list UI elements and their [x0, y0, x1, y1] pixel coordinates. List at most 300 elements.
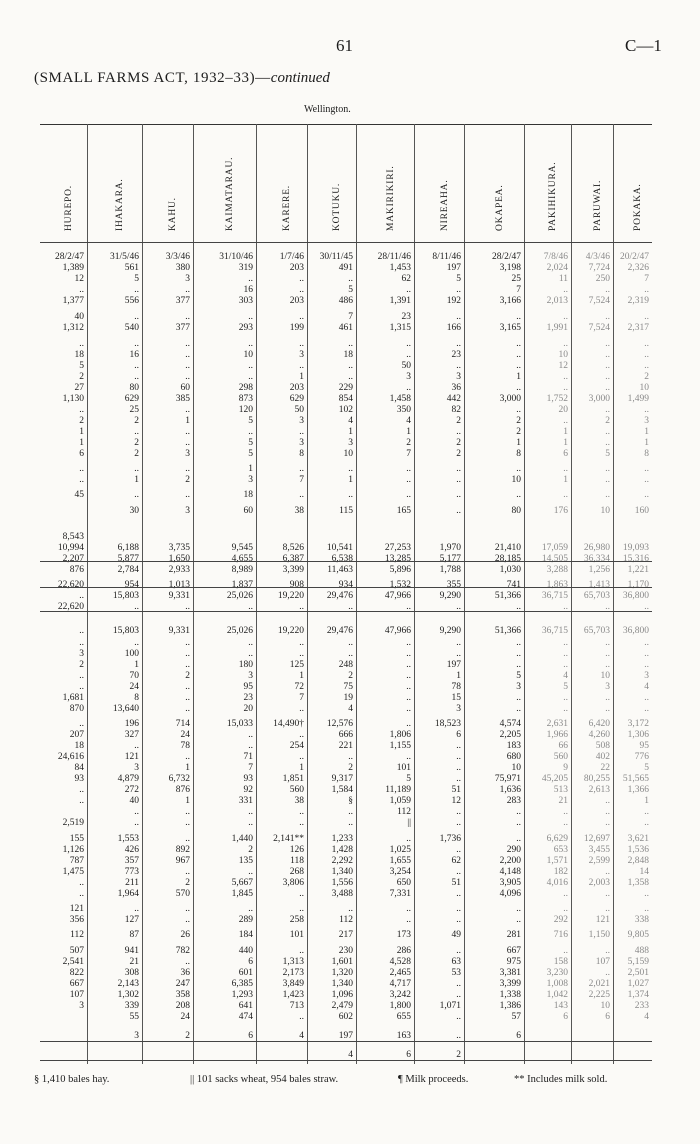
table-cell: 1,440	[231, 834, 253, 844]
table-cell: ..	[563, 818, 568, 828]
table-cell: ..	[456, 752, 461, 762]
table-cell: 2,141**	[273, 834, 304, 844]
table-cell: ..	[185, 372, 190, 382]
table-cell: 268	[289, 867, 304, 877]
table-cell: 233	[634, 1001, 649, 1011]
table-cell: 3/3/46	[165, 252, 190, 262]
table-cell: 51	[451, 785, 461, 795]
table-cell: 10	[600, 671, 610, 681]
table-cell: ..	[563, 285, 568, 295]
table-cell: ..	[406, 350, 411, 360]
table-cell: 782	[175, 946, 190, 956]
table-cell: 51,366	[494, 591, 521, 601]
table-cell: 2,541	[62, 957, 84, 967]
table-cell: 1,423	[282, 990, 304, 1000]
table-cell: 488	[634, 946, 649, 956]
table-cell: 3,806	[282, 878, 304, 888]
table-cell: ..	[516, 464, 521, 474]
column-header-label: PAKIHIKURA.	[548, 161, 558, 231]
table-cell: 230	[338, 946, 353, 956]
table-cell: 80	[129, 383, 139, 393]
table-cell: 9,805	[627, 930, 649, 940]
table-cell: 36,715	[541, 626, 568, 636]
table-cell: ..	[516, 660, 521, 670]
table-cell: 1,302	[117, 990, 139, 1000]
table-cell: 908	[289, 580, 304, 590]
table-cell: 2	[516, 416, 521, 426]
table-cell: 3	[644, 671, 649, 681]
table-cell: 2,479	[331, 1001, 353, 1011]
table-cell: 5	[79, 361, 84, 371]
table-cell: 15	[451, 693, 461, 703]
table-cell: 1,800	[389, 1001, 411, 1011]
table-rule	[40, 611, 652, 612]
table-cell: 641	[238, 1001, 253, 1011]
column-header	[572, 130, 613, 240]
table-cell: 975	[506, 957, 521, 967]
table-cell: 822	[69, 968, 84, 978]
table-cell: ..	[134, 312, 139, 322]
table-cell: 165	[396, 506, 411, 516]
table-cell: 2,317	[627, 323, 649, 333]
table-cell: 1,752	[546, 394, 568, 404]
table-cell: 197	[338, 1031, 353, 1041]
table-cell: 6	[605, 1012, 610, 1022]
table-cell: 27	[74, 383, 84, 393]
table-cell: ..	[456, 979, 461, 989]
table-cell: 3	[299, 350, 304, 360]
table-cell: 221	[338, 741, 353, 751]
table-cell: ..	[406, 490, 411, 500]
table-cell: 1,851	[282, 774, 304, 784]
table-cell: 3,254	[389, 867, 411, 877]
table-cell: ..	[348, 638, 353, 648]
table-cell: 19,220	[277, 591, 304, 601]
table-cell: 19,093	[622, 543, 649, 553]
table-cell: ..	[248, 274, 253, 284]
farm-statistics-table	[40, 124, 652, 1064]
table-cell: 2,200	[499, 856, 521, 866]
table-cell: ..	[605, 350, 610, 360]
table-cell: 6	[406, 1050, 411, 1060]
table-cell: ..	[79, 878, 84, 888]
table-cell: ..	[605, 946, 610, 956]
table-cell: 1	[406, 427, 411, 437]
table-cell: 934	[338, 580, 353, 590]
column-kahu	[143, 124, 194, 1064]
table-cell: 7,331	[389, 889, 411, 899]
table-cell: 51,565	[622, 774, 649, 784]
table-cell: ..	[605, 807, 610, 817]
column-okapea	[465, 124, 525, 1064]
table-cell: 327	[124, 730, 139, 740]
column-cells	[143, 252, 193, 1064]
table-cell: §	[348, 796, 353, 806]
table-cell: 1,636	[499, 785, 521, 795]
table-cell: 9,317	[331, 774, 353, 784]
table-cell: 1	[299, 671, 304, 681]
table-cell: ..	[248, 807, 253, 817]
table-cell: 873	[238, 394, 253, 404]
table-cell: ..	[563, 904, 568, 914]
table-cell: ..	[644, 361, 649, 371]
table-cell: 491	[338, 263, 353, 273]
table-cell: 667	[69, 979, 84, 989]
column-header	[143, 130, 193, 240]
table-cell: ..	[79, 475, 84, 485]
table-cell: 787	[69, 856, 84, 866]
table-cell: ..	[605, 464, 610, 474]
table-cell: ..	[185, 361, 190, 371]
table-cell: ..	[605, 660, 610, 670]
table-cell: 6	[516, 1031, 521, 1041]
page-heading	[34, 70, 330, 87]
table-cell: 629	[289, 394, 304, 404]
table-cell: 60	[180, 383, 190, 393]
column-header	[88, 130, 142, 240]
table-cell: 272	[124, 785, 139, 795]
table-cell: 127	[124, 915, 139, 925]
table-cell: 10	[639, 383, 649, 393]
table-cell: 196	[124, 719, 139, 729]
table-cell: 3	[79, 1001, 84, 1011]
table-cell: 1	[248, 464, 253, 474]
table-cell: 2,319	[627, 296, 649, 306]
table-cell: 1,655	[389, 856, 411, 866]
table-cell: 5	[516, 671, 521, 681]
table-cell: ..	[185, 915, 190, 925]
table-cell: 1,571	[546, 856, 568, 866]
table-cell: 2,631	[546, 719, 568, 729]
table-cell: ..	[605, 361, 610, 371]
table-cell: 6	[456, 730, 461, 740]
table-cell: 80,255	[583, 774, 610, 784]
table-cell: ..	[605, 704, 610, 714]
table-cell: 62	[451, 856, 461, 866]
column-header-label: IHAKARA.	[115, 178, 125, 231]
table-cell: ..	[79, 682, 84, 692]
table-cell: 75	[343, 682, 353, 692]
table-cell: 211	[125, 878, 139, 888]
table-cell: 1,475	[62, 867, 84, 877]
table-cell: 3	[516, 682, 521, 692]
table-cell: 16	[129, 350, 139, 360]
table-cell: ..	[79, 889, 84, 899]
table-cell: ..	[134, 464, 139, 474]
table-cell: 1,374	[627, 990, 649, 1000]
table-cell: 4,879	[117, 774, 139, 784]
table-cell: 1,340	[331, 867, 353, 877]
table-cell: 21	[129, 957, 139, 967]
column-cells	[572, 252, 613, 1064]
table-cell: ..	[134, 638, 139, 648]
table-cell: 4,574	[499, 719, 521, 729]
table-cell: ..	[79, 405, 84, 415]
table-cell: 290	[506, 845, 521, 855]
table-cell: 38	[294, 796, 304, 806]
table-cell: ..	[456, 990, 461, 1000]
table-cell: ..	[516, 602, 521, 612]
table-cell: 3,000	[499, 394, 521, 404]
table-cell: 4	[348, 1050, 353, 1060]
table-cell: 8,543	[62, 532, 84, 542]
table-cell: 102	[338, 405, 353, 415]
table-cell: ..	[563, 660, 568, 670]
table-cell: ..	[563, 649, 568, 659]
table-cell: ..	[299, 638, 304, 648]
table-cell: 3	[185, 274, 190, 284]
table-cell: 51	[451, 878, 461, 888]
table-cell: ..	[605, 638, 610, 648]
table-cell: 714	[175, 719, 190, 729]
table-cell: ..	[406, 285, 411, 295]
footnote-hay: § 1,410 bales hay.	[34, 1074, 110, 1085]
table-cell: 197	[446, 660, 461, 670]
table-cell: 461	[338, 323, 353, 333]
table-cell: 941	[124, 946, 139, 956]
table-cell: 1,788	[439, 565, 461, 575]
table-cell: 3,399	[499, 979, 521, 989]
table-cell: 4,096	[499, 889, 521, 899]
table-cell: 3,905	[499, 878, 521, 888]
table-cell: ..	[406, 704, 411, 714]
table-rule	[40, 561, 652, 562]
table-cell: ..	[299, 361, 304, 371]
table-cell: 967	[175, 856, 190, 866]
table-cell: 2,021	[588, 979, 610, 989]
table-cell: 1,338	[499, 990, 521, 1000]
table-cell: 20/2/47	[619, 252, 649, 262]
column-header	[415, 130, 464, 240]
table-cell: ..	[456, 1012, 461, 1022]
table-cell: 112	[397, 807, 411, 817]
table-cell: 31/5/46	[109, 252, 139, 262]
table-cell: 15,803	[112, 591, 139, 601]
table-cell: 442	[446, 394, 461, 404]
table-cell: ..	[299, 889, 304, 899]
table-cell: ..	[406, 602, 411, 612]
table-cell: ..	[456, 427, 461, 437]
table-cell: 121	[124, 752, 139, 762]
table-cell: 892	[175, 845, 190, 855]
table-cell: ..	[406, 834, 411, 844]
table-cell: ..	[185, 904, 190, 914]
table-cell: 6,420	[588, 719, 610, 729]
table-cell: 292	[553, 915, 568, 925]
table-cell: ..	[185, 405, 190, 415]
district-label: Wellington.	[304, 104, 351, 115]
table-cell: ..	[248, 638, 253, 648]
table-cell: 63	[451, 957, 461, 967]
table-cell: 1,313	[282, 957, 304, 967]
table-cell: 9,290	[439, 591, 461, 601]
table-cell: 3	[185, 506, 190, 516]
table-cell: 53	[451, 968, 461, 978]
column-cells	[308, 252, 356, 1064]
table-cell: 65,703	[583, 626, 610, 636]
table-cell: 561	[124, 263, 139, 273]
table-cell: 11,463	[327, 565, 353, 575]
table-cell: 12	[558, 361, 568, 371]
table-cell: ..	[516, 834, 521, 844]
table-cell: 78	[180, 741, 190, 751]
table-cell: 286	[396, 946, 411, 956]
table-cell: ..	[516, 350, 521, 360]
table-cell: ..	[134, 818, 139, 828]
table-cell: 1,386	[499, 1001, 521, 1011]
table-cell: 27,253	[384, 543, 411, 553]
column-header-label: KARERE.	[282, 185, 292, 231]
table-cell: ..	[516, 649, 521, 659]
table-cell: ..	[185, 438, 190, 448]
table-cell: 440	[238, 946, 253, 956]
table-cell: 3,230	[546, 968, 568, 978]
table-cell: ..	[299, 752, 304, 762]
table-cell: 3	[185, 449, 190, 459]
table-cell: 602	[338, 1012, 353, 1022]
table-cell: 1	[299, 372, 304, 382]
table-cell: 15,803	[112, 626, 139, 636]
table-cell: 385	[175, 394, 190, 404]
table-cell: ..	[456, 741, 461, 751]
table-cell: ..	[348, 464, 353, 474]
table-cell: ..	[516, 704, 521, 714]
table-cell: 118	[290, 856, 304, 866]
table-cell: ..	[185, 660, 190, 670]
table-cell: 1,532	[389, 580, 411, 590]
table-cell: ..	[248, 602, 253, 612]
table-cell: 319	[238, 263, 253, 273]
table-cell: ..	[185, 312, 190, 322]
table-cell: 650	[396, 878, 411, 888]
table-cell: 3,165	[499, 323, 521, 333]
table-cell: 22,620	[57, 602, 84, 612]
table-cell: 1,391	[389, 296, 411, 306]
table-cell: 13,640	[112, 704, 139, 714]
table-cell: 31/10/46	[219, 252, 253, 262]
table-cell: 876	[175, 785, 190, 795]
table-cell: 1,650	[168, 554, 190, 564]
table-cell: ..	[644, 405, 649, 415]
table-cell: ..	[516, 312, 521, 322]
table-cell: 7/8/46	[543, 252, 568, 262]
table-cell: ..	[563, 339, 568, 349]
table-cell: 601	[238, 968, 253, 978]
table-cell: 2	[134, 416, 139, 426]
table-cell: ..	[348, 274, 353, 284]
table-cell: ..	[299, 807, 304, 817]
table-cell: 14,490†	[273, 719, 304, 729]
table-cell: 60	[243, 506, 253, 516]
table-cell: 377	[175, 296, 190, 306]
table-cell: 3	[248, 475, 253, 485]
table-cell: 1	[134, 660, 139, 670]
table-cell: ..	[248, 372, 253, 382]
table-cell: 183	[506, 741, 521, 751]
table-cell: 248	[338, 660, 353, 670]
column-pokaka	[614, 124, 652, 1064]
table-cell: 1,030	[499, 565, 521, 575]
table-cell: 18,523	[434, 719, 461, 729]
table-cell: 2	[456, 438, 461, 448]
table-cell: 1	[299, 763, 304, 773]
table-cell: ..	[299, 285, 304, 295]
table-cell: 176	[553, 506, 568, 516]
table-cell: ..	[185, 807, 190, 817]
table-cell: ..	[605, 405, 610, 415]
table-cell: ..	[456, 904, 461, 914]
table-cell: ..	[134, 490, 139, 500]
table-cell: ..	[406, 682, 411, 692]
table-cell: 4,528	[389, 957, 411, 967]
table-cell: 7	[516, 285, 521, 295]
table-cell: 1	[456, 671, 461, 681]
table-cell: ..	[79, 285, 84, 295]
table-cell: ..	[79, 638, 84, 648]
table-cell: ..	[299, 490, 304, 500]
table-cell: 2	[348, 763, 353, 773]
column-header	[40, 130, 87, 240]
table-cell: 1,221	[627, 565, 649, 575]
table-cell: 289	[238, 915, 253, 925]
table-cell: ..	[605, 372, 610, 382]
table-cell: 92	[243, 785, 253, 795]
table-cell: 2	[456, 416, 461, 426]
table-cell: ..	[406, 383, 411, 393]
table-cell: 107	[69, 990, 84, 1000]
table-cell: 2,599	[588, 856, 610, 866]
table-cell: 30	[129, 506, 139, 516]
page-reference: C—1	[625, 36, 662, 55]
table-cell: 6,538	[331, 554, 353, 564]
column-header	[525, 130, 571, 240]
table-cell: 3,488	[331, 889, 353, 899]
table-cell: 1,601	[331, 957, 353, 967]
table-cell: ..	[563, 312, 568, 322]
table-cell: 4	[348, 704, 353, 714]
table-cell: 13,285	[384, 554, 411, 564]
table-cell: 26	[180, 930, 190, 940]
table-cell: 6,188	[117, 543, 139, 553]
table-cell: 5	[248, 449, 253, 459]
table-cell: 2	[516, 427, 521, 437]
table-cell: ..	[299, 339, 304, 349]
table-cell: 19	[343, 693, 353, 703]
table-cell: 1/7/46	[279, 252, 304, 262]
table-cell: ..	[516, 915, 521, 925]
table-cell: 298	[238, 383, 253, 393]
table-cell: 66	[558, 741, 568, 751]
table-cell: 10	[600, 1001, 610, 1011]
table-cell: ..	[248, 312, 253, 322]
table-cell: ..	[605, 649, 610, 659]
table-cell: ..	[185, 693, 190, 703]
table-cell: ..	[79, 464, 84, 474]
table-cell: 1,428	[331, 845, 353, 855]
table-cell: 180	[238, 660, 253, 670]
table-cell: ..	[134, 904, 139, 914]
table-cell: 1,130	[62, 394, 84, 404]
table-cell: 45,205	[541, 774, 568, 784]
column-cells	[194, 252, 256, 1064]
table-cell: ..	[406, 339, 411, 349]
table-cell: 10,994	[57, 543, 84, 553]
table-cell: 2,501	[627, 968, 649, 978]
table-cell: 101	[289, 930, 304, 940]
table-cell: ..	[644, 475, 649, 485]
table-cell: 1,340	[331, 979, 353, 989]
table-cell: 203	[289, 383, 304, 393]
